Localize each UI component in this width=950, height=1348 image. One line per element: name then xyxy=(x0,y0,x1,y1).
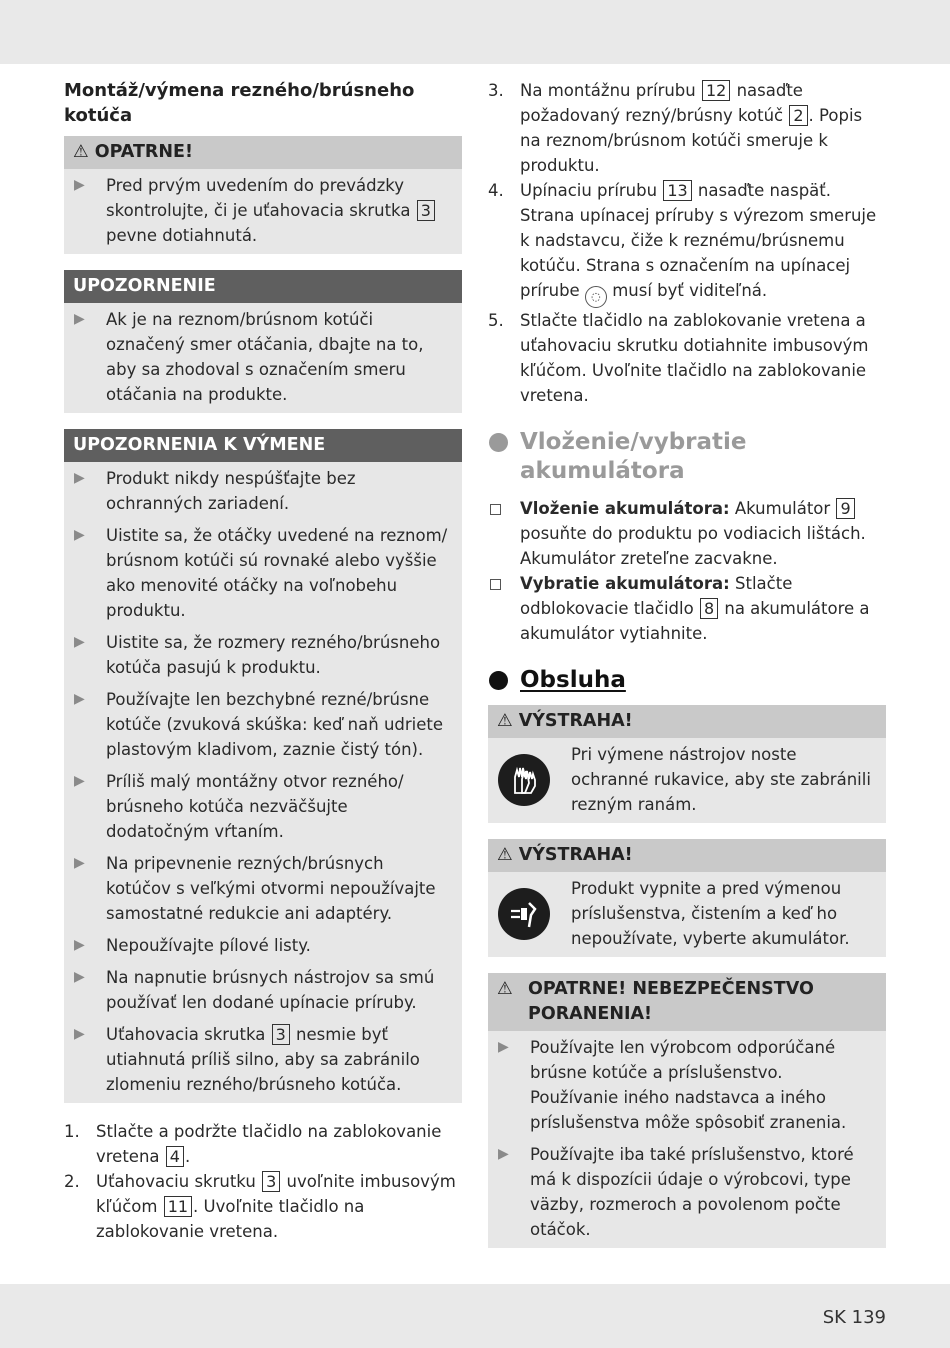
unplug-icon xyxy=(498,888,550,940)
caution-heading: ⚠ OPATRNE! xyxy=(64,136,462,169)
warning-triangle-icon: ⚠ xyxy=(497,845,513,865)
list-item: ▶ Príliš malý montážny otvor rezného/ brúsneho kotúča nezväčšujte dodatočným vŕtaním. xyxy=(74,769,452,844)
checkbox-icon xyxy=(490,579,501,590)
list-item: ▶ Uistite sa, že rozmery rezného/brúsneho kotúča pasujú k produktu. xyxy=(74,630,452,680)
arrow-bullet-icon: ▶ xyxy=(74,691,85,707)
left-column xyxy=(64,78,462,1244)
warning-text: Produkt vypnite a pred výmenou príslušenstva, čistením a keď ho nepoužívate, vyberte akumulátor. xyxy=(571,879,850,948)
list-item: ▶ Používajte len bezchybné rezné/brúsne kotúče (zvuková skúška: keď naň udriete plastovým kladivom, zaznie čistý tón). xyxy=(74,687,452,762)
caution-box xyxy=(64,136,462,254)
arrow-bullet-icon: ▶ xyxy=(74,969,85,985)
top-band xyxy=(0,0,950,64)
arrow-bullet-icon: ▶ xyxy=(74,937,85,953)
exchange-heading: UPOZORNENIA K VÝMENE xyxy=(64,429,462,462)
arrow-bullet-icon: ▶ xyxy=(74,527,85,543)
injury-heading: ⚠ OPATRNE! NEBEZPEČENSTVO PORANENIA! xyxy=(488,973,886,1031)
ref-number: 13 xyxy=(663,180,691,201)
warning-triangle-icon: ⚠ xyxy=(73,142,89,162)
battery-remove-item: Vybratie akumulátora: Stlačte odblokovacie tlačidlo 8 na akumulátore a akumulátor vytiahnite. xyxy=(488,571,886,646)
arrow-bullet-icon: ▶ xyxy=(74,634,85,650)
ref-number: 9 xyxy=(836,498,854,519)
list-item: ▶ Produkt nikdy nespúšťajte bez ochranných zariadení. xyxy=(74,466,452,516)
list-item: ▶ Nepoužívajte pílové listy. xyxy=(74,933,452,958)
arrow-bullet-icon: ▶ xyxy=(74,177,85,193)
battery-insert-item: Vloženie akumulátora: Akumulátor 9 posuňte do produktu po vodiacich lištách. Akumulátor zreteľne zacvakne. xyxy=(488,496,886,571)
bottom-band xyxy=(0,1284,950,1348)
warning-heading: ⚠ VÝSTRAHA! xyxy=(488,705,886,738)
bullet-dot-icon xyxy=(489,671,508,690)
list-item: ▶ Uťahovacia skrutka 3 nesmie byť utiahnutá príliš silno, aby sa zabránilo zlomeniu rezného/brúsneho kotúča. xyxy=(74,1022,452,1097)
arrow-bullet-icon: ▶ xyxy=(74,311,85,327)
arrow-bullet-icon: ▶ xyxy=(74,773,85,789)
right-column xyxy=(488,78,886,1264)
arrow-bullet-icon: ▶ xyxy=(74,855,85,871)
step-2: 2. Uťahovaciu skrutku 3 uvoľnite imbusovým kľúčom 11 . Uvoľnite tlačidlo na zablokovanie vretena. xyxy=(64,1172,456,1241)
warning-box-gloves xyxy=(488,705,886,823)
bullet-dot-icon xyxy=(489,433,508,452)
flange-marking-icon: ◌ xyxy=(585,286,607,308)
list-item: ▶ Pred prvým uvedením do prevádzky skontrolujte, či je uťahovacia skrutka 3 pevne dotiahnutá. xyxy=(74,173,452,248)
gloves-icon xyxy=(498,754,550,806)
list-item: ▶ Uistite sa, že otáčky uvedené na reznom/ brúsnom kotúči sú rovnaké alebo vyššie ako menovité otáčky na voľnobehu produktu. xyxy=(74,523,452,623)
list-item: ▶ Na pripevnenie rezných/brúsnych kotúčov s veľkými otvormi nepoužívajte samostatné redukcie ani adaptéry. xyxy=(74,851,452,926)
warning-triangle-icon: ⚠ xyxy=(497,711,513,731)
warning-triangle-icon: ⚠ xyxy=(497,979,513,999)
ref-number: 2 xyxy=(789,105,807,126)
arrow-bullet-icon: ▶ xyxy=(74,470,85,486)
list-item: ▶ Na napnutie brúsnych nástrojov sa smú používať len dodané upínacie príruby. xyxy=(74,965,452,1015)
warning-heading: ⚠ VÝSTRAHA! xyxy=(488,839,886,872)
step-4: 4. Upínaciu prírubu 13 nasaďte naspäť. Strana upínacej príruby s výrezom smeruje k nadstavcu, čiže k reznému/brúsnemu kotúču. Strana s označením na upínacej prírube ◌ musí byť viditeľná. xyxy=(488,178,886,308)
ref-number: 11 xyxy=(164,1196,192,1217)
ref-number: 4 xyxy=(166,1146,184,1167)
arrow-bullet-icon: ▶ xyxy=(498,1146,509,1162)
warning-box-unplug xyxy=(488,839,886,957)
notice-heading: UPOZORNENIE xyxy=(64,270,462,303)
ref-number: 8 xyxy=(700,598,718,619)
step-1: 1. Stlačte a podržte tlačidlo na zablokovanie vretena 4 . xyxy=(64,1122,442,1166)
step-5: 5. Stlačte tlačidlo na zablokovanie vretena a uťahovaciu skrutku dotiahnite imbusovým kľúčom. Uvoľnite tlačidlo na zablokovanie vretena. xyxy=(488,311,869,405)
step-3: 3. Na montážnu prírubu 12 nasaďte požadovaný rezný/brúsny kotúč 2 . Popis na reznom/brúsnom kotúči smeruje k produktu. xyxy=(488,81,863,175)
operation-heading: Obsluha xyxy=(488,666,886,695)
exchange-notes-box xyxy=(64,429,462,1103)
list-item: ▶ Používajte len výrobcom odporúčané brúsne kotúče a príslušenstvo. Používanie iného nadstavca a iného príslušenstva môže spôsobiť zranenia. xyxy=(498,1035,876,1135)
notice-box xyxy=(64,270,462,413)
ref-number: 3 xyxy=(262,1171,280,1192)
arrow-bullet-icon: ▶ xyxy=(498,1039,509,1055)
arrow-bullet-icon: ▶ xyxy=(74,1026,85,1042)
ref-number: 3 xyxy=(272,1024,290,1045)
warning-text: Pri výmene nástrojov noste ochranné rukavice, aby ste zabránili rezným ranám. xyxy=(571,745,871,814)
ref-number: 12 xyxy=(702,80,730,101)
checkbox-icon xyxy=(490,504,501,515)
section-title: Montáž/výmena rezného/brúsneho kotúča xyxy=(64,80,415,126)
battery-heading: Vloženie/vybratie akumulátora xyxy=(488,428,886,486)
list-item: ▶ Ak je na reznom/brúsnom kotúči označený smer otáčania, dbajte na to, aby sa zhodoval s označením smeru otáčania na produkte. xyxy=(74,307,452,407)
list-item: ▶ Používajte iba také príslušenstvo, ktoré má k dispozícii údaje o výrobcovi, type väzby, rozmeroch a povolenom počte otáčok. xyxy=(498,1142,876,1242)
ref-number: 3 xyxy=(417,200,435,221)
page-number: SK 139 xyxy=(822,1307,886,1328)
injury-box xyxy=(488,973,886,1248)
